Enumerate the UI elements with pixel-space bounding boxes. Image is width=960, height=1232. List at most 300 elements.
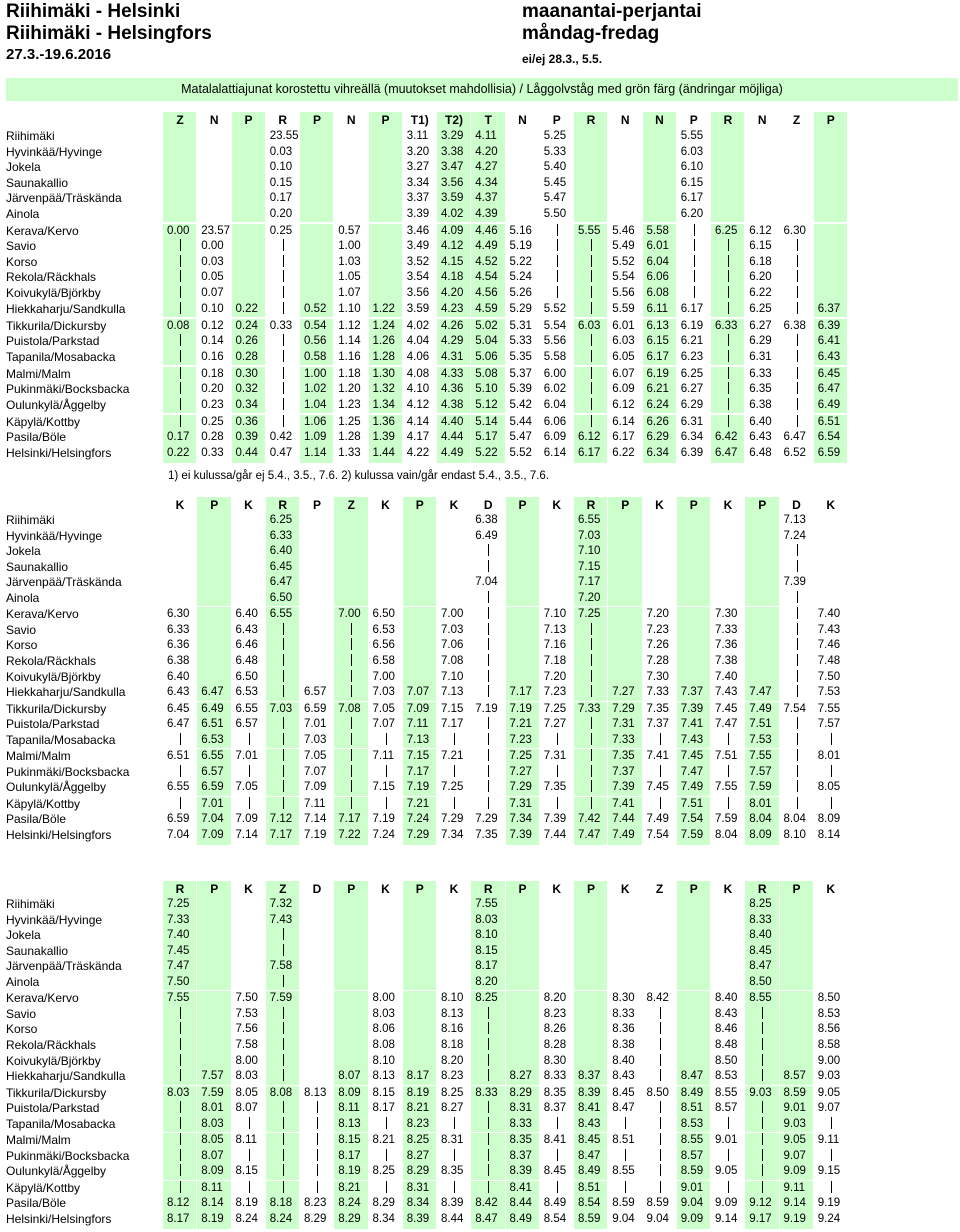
departure-time: 7.41 xyxy=(680,718,704,731)
departure-time: 7.03 xyxy=(372,686,395,699)
departure-time: 1.44 xyxy=(372,447,395,459)
departure-time: 8.35 xyxy=(509,1134,532,1147)
departure-time: 6.07 xyxy=(612,367,635,380)
pass-through-mark xyxy=(283,255,284,267)
departure-time: 7.10 xyxy=(578,545,601,558)
departure-time: 3.47 xyxy=(441,161,464,174)
departure-time: 8.24 xyxy=(269,1213,293,1225)
departure-time: 7.17 xyxy=(441,718,464,731)
pass-through-mark xyxy=(283,415,284,427)
pass-through-mark xyxy=(762,1181,763,1193)
departure-time: 8.15 xyxy=(235,1165,258,1178)
departure-time: 6.45 xyxy=(817,367,841,380)
departure-time: 6.49 xyxy=(475,529,498,542)
pass-through-mark xyxy=(283,1069,284,1081)
departure-time: 6.27 xyxy=(749,319,772,332)
pass-through-mark xyxy=(488,1054,489,1066)
departure-time: 8.19 xyxy=(235,1197,258,1210)
departure-time: 8.10 xyxy=(372,1054,395,1067)
departure-time: 8.04 xyxy=(749,813,772,826)
departure-time: 6.40 xyxy=(749,415,772,428)
departure-time: 1.05 xyxy=(338,271,361,284)
departure-time: 6.33 xyxy=(749,367,772,380)
pass-through-mark xyxy=(283,765,284,777)
departure-time: 8.47 xyxy=(749,960,772,973)
departure-time: 6.53 xyxy=(372,623,395,636)
train-type-header: K xyxy=(826,498,836,512)
departure-time: 6.14 xyxy=(612,415,635,428)
departure-time: 7.25 xyxy=(543,702,567,715)
departure-time: 6.55 xyxy=(269,608,293,621)
station-name: Oulunkylä/Åggelby xyxy=(6,780,107,795)
train-type-header: P xyxy=(210,498,219,512)
departure-time: 7.23 xyxy=(543,686,567,699)
departure-time: 8.57 xyxy=(680,1149,704,1162)
departure-time: 7.15 xyxy=(372,781,395,794)
block-gap xyxy=(0,990,960,991)
departure-time: 5.26 xyxy=(509,287,532,299)
departure-time: 8.39 xyxy=(406,1213,430,1225)
departure-time: 7.45 xyxy=(167,944,190,957)
departure-time: 6.17 xyxy=(578,447,601,459)
departure-time: 7.29 xyxy=(612,702,635,715)
pass-through-mark xyxy=(351,623,352,635)
station-name: Rekola/Räckhals xyxy=(6,270,97,285)
departure-time: 8.54 xyxy=(578,1197,601,1210)
departure-time: 8.34 xyxy=(406,1197,430,1210)
departure-time: 8.45 xyxy=(749,944,772,957)
departure-time: 7.58 xyxy=(235,1038,258,1051)
pass-through-mark xyxy=(557,255,558,267)
departure-time: 6.48 xyxy=(749,447,772,459)
departure-time: 6.57 xyxy=(201,765,224,778)
pass-through-mark xyxy=(728,302,729,314)
pass-through-mark xyxy=(557,1117,558,1129)
departure-time: 6.35 xyxy=(749,383,772,396)
departure-time: 0.10 xyxy=(201,302,224,315)
departure-time: 7.24 xyxy=(783,529,806,542)
pass-through-mark xyxy=(180,1181,181,1193)
departure-time: 7.03 xyxy=(304,733,327,746)
train-type-header: K xyxy=(381,498,390,512)
departure-time: 8.49 xyxy=(543,1197,567,1210)
station-name: Tikkurila/Dickursby xyxy=(6,701,107,716)
pass-through-mark xyxy=(386,1181,387,1193)
departure-time: 7.19 xyxy=(406,781,430,794)
departure-time: 7.38 xyxy=(715,654,738,667)
departure-time: 7.04 xyxy=(167,829,190,841)
pass-through-mark xyxy=(728,398,729,410)
pass-through-mark xyxy=(488,1181,489,1193)
departure-time: 8.43 xyxy=(612,1070,635,1083)
pass-through-mark xyxy=(557,1149,558,1161)
departure-time: 7.22 xyxy=(338,829,361,841)
departure-time: 8.00 xyxy=(372,992,395,1005)
departure-time: 6.52 xyxy=(783,447,806,459)
departure-time: 7.35 xyxy=(475,829,498,841)
pass-through-mark xyxy=(591,654,592,666)
pass-through-mark xyxy=(660,1022,661,1034)
departure-time: 7.10 xyxy=(441,670,464,683)
block-gap xyxy=(0,1180,960,1181)
departure-time: 8.29 xyxy=(509,1086,532,1099)
departure-time: 0.32 xyxy=(235,383,258,396)
departure-time: 5.39 xyxy=(509,383,532,396)
pass-through-mark xyxy=(317,1133,318,1145)
departure-time: 8.08 xyxy=(269,1086,293,1099)
pass-through-mark xyxy=(283,944,284,956)
pass-through-mark xyxy=(728,733,729,745)
pass-through-mark xyxy=(591,685,592,697)
departure-time: 4.22 xyxy=(406,447,430,459)
departure-time: 6.31 xyxy=(680,415,704,428)
train-type-header: P xyxy=(621,498,630,512)
departure-time: 7.34 xyxy=(441,829,464,841)
departure-time: 3.56 xyxy=(406,287,430,299)
pass-through-mark xyxy=(283,239,284,251)
departure-time: 8.17 xyxy=(338,1149,361,1162)
departure-time: 8.33 xyxy=(543,1070,567,1083)
departure-time: 4.20 xyxy=(441,287,464,299)
departure-time: 8.23 xyxy=(543,1007,567,1020)
station-name: Jokela xyxy=(6,160,41,175)
departure-time: 6.54 xyxy=(817,431,841,444)
departure-time: 8.23 xyxy=(406,1117,430,1130)
departure-time: 6.43 xyxy=(749,431,772,444)
departure-time: 7.51 xyxy=(749,718,772,731)
departure-time: 8.23 xyxy=(304,1197,327,1210)
departure-time: 9.11 xyxy=(783,1181,806,1194)
departure-time: 5.29 xyxy=(509,302,532,315)
train-type-header: P xyxy=(518,882,527,896)
departure-time: 6.41 xyxy=(817,335,841,348)
departure-time: 7.46 xyxy=(817,639,841,652)
departure-time: 8.13 xyxy=(338,1117,361,1130)
departure-time: 6.33 xyxy=(269,529,293,542)
departure-time: 8.45 xyxy=(612,1086,635,1099)
station-name: Kerava/Kervo xyxy=(6,607,79,622)
departure-time: 7.17 xyxy=(338,813,361,826)
departure-time: 4.29 xyxy=(441,335,464,348)
pass-through-mark xyxy=(728,1181,729,1193)
departure-time: 5.33 xyxy=(543,145,567,158)
pass-through-mark xyxy=(454,1181,455,1193)
departure-time: 8.49 xyxy=(509,1213,532,1225)
pass-through-mark xyxy=(488,670,489,682)
pass-through-mark xyxy=(351,670,352,682)
pass-through-mark xyxy=(694,286,695,298)
departure-time: 7.43 xyxy=(715,686,738,699)
departure-time: 8.15 xyxy=(338,1134,361,1147)
departure-time: 6.36 xyxy=(167,639,190,652)
departure-time: 6.38 xyxy=(749,398,772,411)
departure-time: 7.40 xyxy=(167,929,190,942)
departure-time: 5.56 xyxy=(543,335,567,348)
departure-time: 7.03 xyxy=(441,623,464,636)
departure-time: 8.10 xyxy=(441,992,464,1005)
departure-time: 7.06 xyxy=(441,639,464,652)
departure-time: 6.59 xyxy=(817,447,841,459)
departure-time: 5.04 xyxy=(475,335,498,348)
train-type-header: K xyxy=(244,882,253,896)
departure-time: 1.28 xyxy=(338,431,361,444)
departure-time: 4.06 xyxy=(406,350,430,363)
departure-time: 6.55 xyxy=(578,514,601,526)
train-type-header: Z xyxy=(279,882,287,896)
pass-through-mark xyxy=(283,780,284,792)
departure-time: 6.22 xyxy=(749,287,772,299)
departure-time: 5.35 xyxy=(509,350,532,363)
departure-time: 3.34 xyxy=(406,176,430,189)
pass-through-mark xyxy=(557,1181,558,1193)
departure-time: 5.50 xyxy=(543,207,567,220)
pass-through-mark xyxy=(797,765,798,777)
departure-time: 7.55 xyxy=(715,781,738,794)
departure-time: 5.16 xyxy=(509,224,532,237)
departure-time: 8.33 xyxy=(749,913,772,926)
pass-through-mark xyxy=(488,1133,489,1145)
departure-time: 8.14 xyxy=(201,1197,224,1210)
station-name: Puistola/Parkstad xyxy=(6,334,100,349)
departure-time: 6.49 xyxy=(817,398,841,411)
departure-time: 4.46 xyxy=(475,224,498,237)
departure-time: 1.07 xyxy=(338,287,361,299)
departure-time: 6.55 xyxy=(201,750,224,763)
pass-through-mark xyxy=(488,544,489,556)
pass-through-mark xyxy=(591,638,592,650)
departure-time: 0.10 xyxy=(269,161,293,174)
departure-time: 1.34 xyxy=(372,398,395,411)
departure-time: 1.18 xyxy=(338,367,361,380)
pass-through-mark xyxy=(797,350,798,362)
pass-through-mark xyxy=(660,1133,661,1145)
departure-time: 6.25 xyxy=(715,224,738,237)
station-name: Järvenpää/Träskända xyxy=(6,575,122,590)
pass-through-mark xyxy=(351,797,352,809)
departure-time: 7.17 xyxy=(269,829,293,841)
departure-time: 7.08 xyxy=(338,702,361,715)
departure-time: 8.29 xyxy=(304,1213,327,1225)
departure-time: 7.11 xyxy=(406,718,429,731)
block-gap xyxy=(0,748,960,749)
departure-time: 6.02 xyxy=(543,383,567,396)
station-name: Oulunkylä/Åggelby xyxy=(6,1164,107,1179)
pass-through-mark xyxy=(488,1007,489,1019)
pass-through-mark xyxy=(351,717,352,729)
departure-time: 0.00 xyxy=(201,240,224,253)
departure-time: 7.03 xyxy=(269,702,293,715)
station-name: Hyvinkää/Hyvinge xyxy=(6,528,103,543)
departure-time: 7.13 xyxy=(783,514,806,526)
departure-time: 8.29 xyxy=(372,1197,395,1210)
departure-time: 4.34 xyxy=(475,176,498,189)
pass-through-mark xyxy=(283,733,284,745)
pass-through-mark xyxy=(591,797,592,809)
departure-time: 7.29 xyxy=(509,781,532,794)
departure-time: 6.20 xyxy=(749,271,772,284)
departure-time: 6.17 xyxy=(612,431,635,444)
departure-time: 8.44 xyxy=(441,1213,464,1225)
departure-time: 7.17 xyxy=(509,686,532,699)
departure-time: 7.32 xyxy=(269,898,293,910)
departure-time: 7.27 xyxy=(509,765,532,778)
departure-time: 0.42 xyxy=(269,431,293,444)
departure-time: 8.30 xyxy=(543,1054,567,1067)
departure-time: 6.48 xyxy=(235,654,258,667)
pass-through-mark xyxy=(660,1007,661,1019)
departure-time: 0.22 xyxy=(167,447,190,459)
station-name: Korso xyxy=(6,638,38,653)
train-type-header: P xyxy=(210,882,219,896)
departure-time: 7.13 xyxy=(441,686,464,699)
pass-through-mark xyxy=(488,607,489,619)
departure-time: 8.41 xyxy=(543,1134,567,1147)
departure-time: 5.47 xyxy=(543,192,567,205)
pass-through-mark xyxy=(797,270,798,282)
departure-time: 1.32 xyxy=(372,383,395,396)
departure-time: 3.20 xyxy=(406,145,430,158)
pass-through-mark xyxy=(488,1022,489,1034)
departure-time: 7.53 xyxy=(817,686,841,699)
station-name: Hiekkaharju/Sandkulla xyxy=(6,1069,126,1084)
pass-through-mark xyxy=(180,255,181,267)
departure-time: 6.59 xyxy=(201,781,224,794)
pass-through-mark xyxy=(797,607,798,619)
train-type-header: T2) xyxy=(445,113,463,127)
pass-through-mark xyxy=(660,765,661,777)
departure-time: 7.45 xyxy=(715,702,738,715)
departure-time: 7.19 xyxy=(372,813,395,826)
departure-time: 7.39 xyxy=(612,781,635,794)
train-type-header: P xyxy=(586,882,595,896)
departure-time: 7.17 xyxy=(578,576,601,589)
pass-through-mark xyxy=(488,717,489,729)
departure-time: 7.49 xyxy=(680,781,704,794)
departure-time: 3.11 xyxy=(406,130,429,142)
departure-time: 4.59 xyxy=(475,302,498,315)
train-type-header: K xyxy=(244,498,253,512)
pass-through-mark xyxy=(454,765,455,777)
pass-through-mark xyxy=(488,749,489,761)
departure-time: 6.00 xyxy=(543,367,567,380)
pass-through-mark xyxy=(180,270,181,282)
station-name: Helsinki/Helsingfors xyxy=(6,446,112,460)
pass-through-mark xyxy=(488,1069,489,1081)
departure-time: 6.53 xyxy=(201,733,224,746)
pass-through-mark xyxy=(797,638,798,650)
departure-time: 8.51 xyxy=(680,1102,704,1115)
departure-time: 6.39 xyxy=(817,319,841,332)
departure-time: 8.03 xyxy=(235,1070,258,1083)
pass-through-mark xyxy=(591,415,592,427)
departure-time: 7.21 xyxy=(441,750,464,763)
pass-through-mark xyxy=(283,270,284,282)
pass-through-mark xyxy=(351,638,352,650)
departure-time: 7.43 xyxy=(817,623,841,636)
departure-time: 8.19 xyxy=(338,1165,361,1178)
pass-through-mark xyxy=(283,654,284,666)
departure-time: 8.59 xyxy=(783,1086,806,1099)
pass-through-mark xyxy=(249,1149,250,1161)
departure-time: 8.59 xyxy=(680,1165,704,1178)
departure-time: 5.49 xyxy=(612,240,635,253)
train-type-header: K xyxy=(381,882,390,896)
train-type-header: P xyxy=(244,113,253,127)
train-type-header: P xyxy=(347,882,356,896)
departure-time: 5.12 xyxy=(475,398,498,411)
pass-through-mark xyxy=(488,1164,489,1176)
departure-time: 8.51 xyxy=(612,1134,635,1147)
departure-time: 7.28 xyxy=(646,654,669,667)
departure-time: 6.42 xyxy=(715,431,738,444)
pass-through-mark xyxy=(694,224,695,236)
departure-time: 6.09 xyxy=(543,431,567,444)
departure-time: 8.37 xyxy=(578,1070,601,1083)
departure-time: 7.14 xyxy=(235,829,258,841)
departure-time: 6.50 xyxy=(235,670,258,683)
pass-through-mark xyxy=(283,367,284,379)
departure-time: 3.49 xyxy=(406,240,430,253)
departure-time: 0.36 xyxy=(235,415,258,428)
train-type-header: R xyxy=(175,882,185,896)
departure-time: 5.52 xyxy=(543,302,567,315)
departure-time: 4.10 xyxy=(406,383,430,396)
departure-time: 8.59 xyxy=(578,1213,601,1225)
departure-time: 3.46 xyxy=(406,224,430,237)
station-name: Hiekkaharju/Sandkulla xyxy=(6,685,126,700)
departure-time: 7.04 xyxy=(475,576,498,589)
station-name: Savio xyxy=(6,1006,37,1021)
station-name: Tapanila/Mosabacka xyxy=(6,349,116,364)
departure-time: 6.40 xyxy=(167,670,190,683)
departure-time: 7.35 xyxy=(543,781,567,794)
pass-through-mark xyxy=(386,1117,387,1129)
departure-time: 0.16 xyxy=(201,350,224,363)
departure-time: 0.28 xyxy=(201,431,224,444)
pass-through-mark xyxy=(591,749,592,761)
departure-time: 0.12 xyxy=(201,319,224,332)
block-gap xyxy=(0,413,960,415)
pass-through-mark xyxy=(283,638,284,650)
departure-time: 7.05 xyxy=(304,750,327,763)
block-gap xyxy=(0,222,960,224)
station-name: Oulunkylä/Åggelby xyxy=(6,397,107,412)
station-name: Korso xyxy=(6,254,38,269)
departure-time: 8.42 xyxy=(646,992,669,1005)
departure-time: 8.44 xyxy=(509,1197,532,1210)
departure-time: 7.31 xyxy=(543,750,567,763)
departure-time: 7.33 xyxy=(578,702,601,715)
departure-time: 7.49 xyxy=(749,702,772,715)
departure-time: 4.15 xyxy=(441,255,464,268)
departure-time: 5.42 xyxy=(509,398,532,411)
departure-time: 5.22 xyxy=(509,255,532,268)
departure-time: 7.20 xyxy=(543,670,567,683)
departure-time: 5.06 xyxy=(475,350,498,363)
departure-time: 3.39 xyxy=(406,207,430,220)
departure-time: 9.09 xyxy=(715,1197,738,1210)
departure-time: 8.53 xyxy=(680,1117,704,1130)
departure-time: 0.18 xyxy=(201,367,224,380)
departure-time: 6.59 xyxy=(304,702,327,715)
departure-time: 8.17 xyxy=(406,1070,430,1083)
departure-time: 7.58 xyxy=(269,960,293,973)
route-title-sv: Riihimäki - Helsingfors xyxy=(6,23,212,44)
pass-through-mark xyxy=(283,1007,284,1019)
departure-time: 6.14 xyxy=(543,447,567,459)
pass-through-mark xyxy=(728,1149,729,1161)
departure-time: 8.25 xyxy=(406,1134,430,1147)
